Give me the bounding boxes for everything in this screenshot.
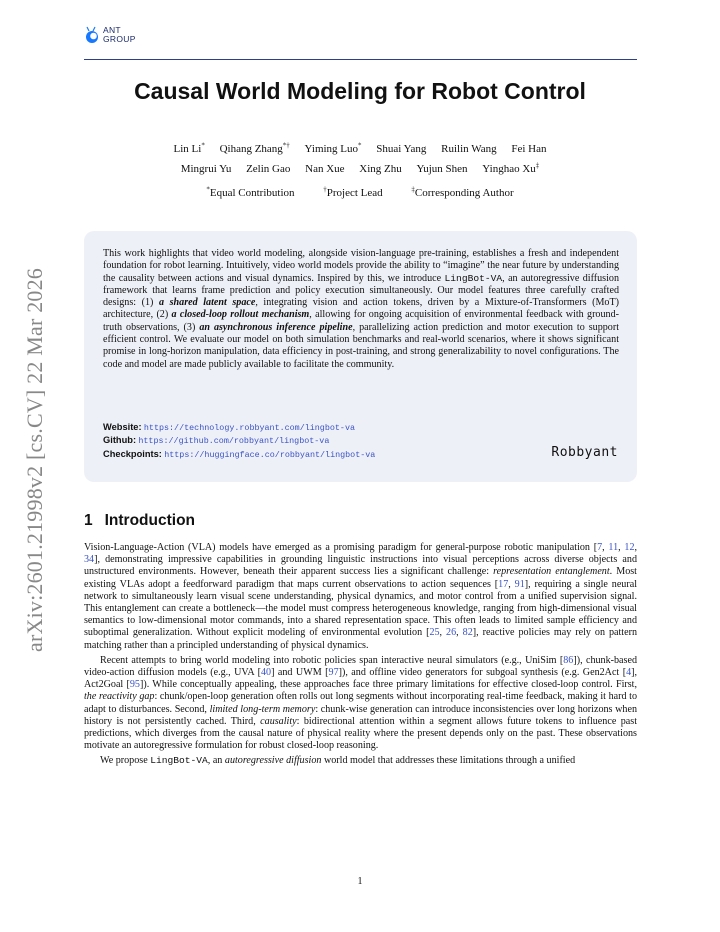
author: Shuai Yang — [376, 142, 427, 155]
robbyant-logo: Robbyant — [551, 445, 618, 460]
paper-title: Causal World Modeling for Robot Control — [134, 78, 586, 104]
logo-line-1: ANT — [103, 25, 121, 35]
author: Nan Xue — [305, 163, 345, 176]
website-link[interactable]: https://technology.robbyant.com/lingbot-va — [143, 423, 355, 433]
citation[interactable]: 11 — [608, 542, 619, 553]
author: Mingrui Yu — [180, 163, 232, 176]
citation[interactable]: 17 — [498, 578, 509, 590]
paragraph: Recent attempts to bring world modeling into robotic policies span interactive neural simulators (e.g., UniSim [86]), chunk-based video-action diffusion models (e.g., UVA [40] and UWM [97]), and offline video generators for subgoal synthesis (e.g. Gen2Act [4], Act2Goal [95]). While conceptually appealing, these approaches face three primary limitations for effective closed-loop control. First, the reactivity gap: chunk/open-loop generation often rolls out long segments without incorporating real-time feedback, making it hard to adapt to disturbances. Second, limited long-term memory: chunk-wise generation can introduce inconsistencies over long horizons when history is not persistently cached. Third, causality: bidirectional attention within a segment allows future tokens to influence past predictions, which diverges from the causal nature of physical reality where the present depends only on the past. These observations motivate an autoregressive formulation for robust closed-loop reasoning. — [84, 654, 637, 752]
citation[interactable]: 82 — [462, 627, 473, 639]
citation[interactable]: 86 — [563, 654, 574, 666]
author: Yiming Luo* — [304, 141, 362, 155]
citation[interactable]: 12 — [624, 542, 635, 553]
author: Yujun Shen — [416, 163, 468, 176]
author: Xing Zhu — [359, 163, 402, 176]
github-link[interactable]: https://github.com/robbyant/lingbot-va — [138, 436, 330, 447]
citation[interactable]: 95 — [129, 679, 140, 691]
section-title: Introduction — [104, 512, 196, 529]
model-name: LingBot-VA — [444, 272, 503, 284]
design-2: a closed-loop rollout mechanism — [171, 309, 310, 321]
author: Qihang Zhang*† — [219, 141, 290, 155]
ant-logo-icon — [84, 26, 99, 44]
citation[interactable]: 26 — [446, 627, 457, 639]
citation[interactable]: 34 — [84, 554, 95, 566]
contribution-notes — [0, 185, 720, 199]
citation[interactable]: 91 — [514, 578, 525, 590]
citation[interactable]: 25 — [429, 627, 440, 639]
page-number: 1 — [357, 876, 363, 887]
github-row: Github: https://github.com/robbyant/lingbot-va — [103, 435, 330, 447]
author-row-1 — [0, 137, 720, 158]
introduction-body — [84, 542, 637, 771]
ant-group-logo — [84, 26, 136, 44]
arxiv-id: arXiv:2601.21998v2 [cs.CV] 22 Mar 2026 — [22, 268, 47, 652]
citation[interactable]: 40 — [260, 667, 272, 679]
citation[interactable]: 7 — [597, 542, 603, 553]
author-row-2 — [0, 158, 720, 179]
section-number: 1 — [84, 512, 93, 529]
author: Ruilin Wang — [441, 142, 497, 155]
page-header — [84, 26, 637, 60]
author: Zelin Gao — [246, 163, 291, 176]
paragraph: We propose LingBot-VA, an autoregressive diffusion world model that addresses these limitations through a unified — [100, 755, 576, 767]
author: Yinghao Xu‡ — [482, 161, 540, 176]
author: Fei Han — [511, 142, 547, 155]
paragraph: Vision-Language-Action (VLA) models have emerged as a promising paradigm for general-purpose robotic manipulation [7, 11, 12, 34], demonstrating impressive capabilities in grounding linguistic instructions into visual perceptions across diverse objects and unstructured environments. However, beneath their apparent success lies a significant challenge: representation entanglement. Most existing VLAs adopt a feedforward paradigm that maps current observations to action sequences [17, 91], requiring a single neural network to simultaneously learn visual scene understanding, physical dynamics, and motor control from a unified supervision signal. This entanglement can create a bottleneck—the model must compress heterogeneous knowledge, ranging from high-dimensional visual semantics to low-dimensional motor commands, into a shared representation space. This often leads to limited sample efficiency and suboptimal generalization. Without explicit modeling of environmental evolution [25, 26, 82], reactive policies may rely on pattern matching rather than a principled understanding of physical dynamics. — [84, 542, 638, 651]
model-name: LingBot-VA — [150, 755, 208, 767]
arxiv-stamp — [20, 260, 50, 660]
citation[interactable]: 97 — [328, 667, 339, 679]
checkpoints-row: Checkpoints: https://huggingface.co/robbyant/lingbot-va — [103, 448, 376, 460]
resource-links — [103, 421, 619, 461]
author-list — [0, 137, 720, 178]
website-row: Website: https://technology.robbyant.com/lingbot-va — [103, 422, 355, 433]
citation[interactable]: 4 — [626, 667, 632, 679]
checkpoints-link[interactable]: https://huggingface.co/robbyant/lingbot-va — [164, 449, 376, 460]
logo-line-2: GROUP — [103, 34, 136, 44]
note-equal: *Equal Contribution — [206, 185, 295, 199]
note-lead: †Project Lead — [323, 185, 383, 199]
design-1: a shared latent space — [159, 297, 256, 309]
section-heading — [84, 512, 195, 530]
note-corresponding: ‡Corresponding Author — [411, 185, 514, 199]
design-3: an asynchronous inference pipeline — [199, 321, 353, 333]
author: Lin Li* — [173, 141, 205, 155]
abstract-text: This work highlights that video world modeling, alongside vision-language pre-training, establishes a fresh and independent foundation for robot learning. Intuitively, video world models provide the ability to “imagine” the near future by understanding the causality between actions and visual dynamics. Inspired by this, we introduce LingBot-VA, an autoregressive diffusion framework that learns frame prediction and policy execution simultaneously. Our model features three carefully crafted designs: (1) a shared latent space, integrating vision and action tokens, driven by a Mixture-of-Transformers (MoT) architecture, (2) a closed-loop rollout mechanism, allowing for ongoing acquisition of environmental feedback with ground-truth observations, (3) an asynchronous inference pipeline, parallelizing action prediction and motor execution to support efficient control. We evaluate our model on both simulation benchmarks and real-world scenarios, where it shows significant promise in long-horizon manipulation, data efficiency in post-training, and strong generalizability to novel configurations. The code and model are made publicly available to facilitate the community. — [103, 248, 620, 370]
abstract-box — [84, 231, 637, 482]
